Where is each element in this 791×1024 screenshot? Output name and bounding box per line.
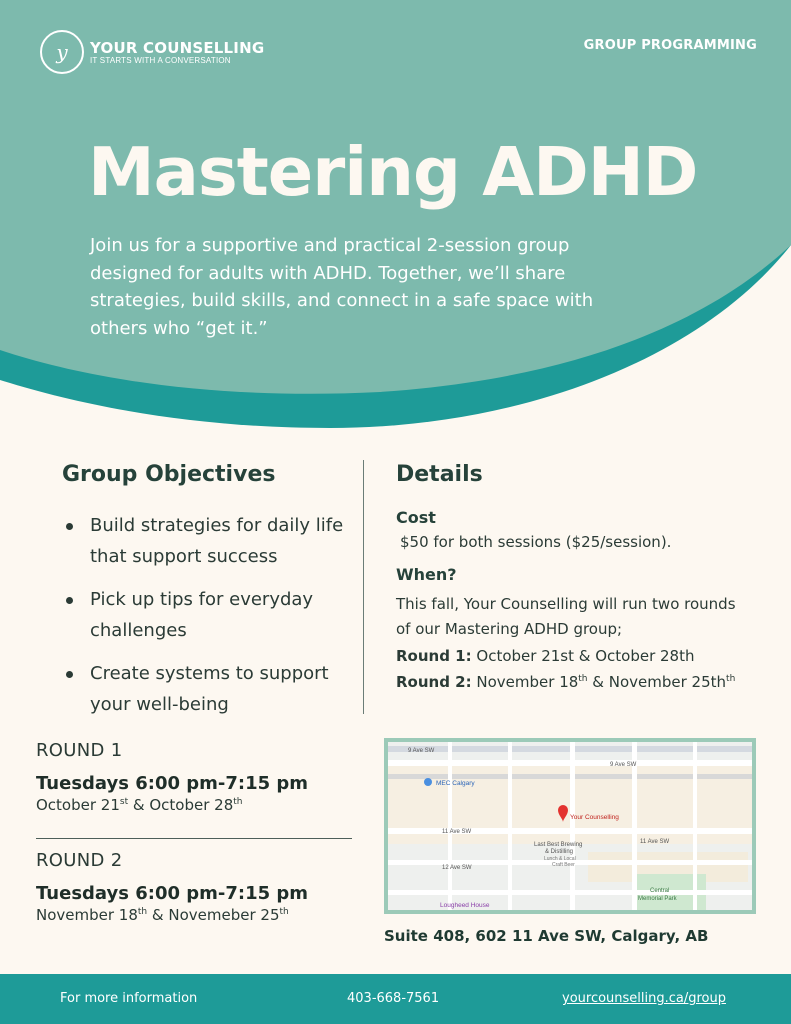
place-label: Memorial Park <box>638 896 677 902</box>
address: Suite 408, 602 11 Ave SW, Calgary, AB <box>384 927 709 945</box>
round1-label: Round 1: <box>396 647 472 665</box>
location-map[interactable] <box>384 738 756 914</box>
round-2-block <box>36 850 356 924</box>
logo-icon: y <box>40 30 84 74</box>
round2-sup-b: th <box>726 674 736 684</box>
round-time: Tuesdays 6:00 pm-7:15 pm <box>36 883 309 904</box>
place-label: Lougheed House <box>440 902 490 909</box>
round-divider <box>36 838 352 839</box>
round-time: Tuesdays 6:00 pm-7:15 pm <box>36 773 309 794</box>
list-item: Create systems to support your well-being <box>64 658 356 720</box>
header-tag: GROUP PROGRAMMING <box>583 38 757 53</box>
list-item: Build strategies for daily life that support success <box>64 510 356 572</box>
place-label: Central <box>650 888 670 894</box>
footer <box>0 974 791 1024</box>
footer-phone[interactable]: 403-668-7561 <box>347 991 440 1006</box>
page-title: Mastering ADHD <box>88 133 698 211</box>
when-text: This fall, Your Counselling will run two rounds of our Mastering ADHD group; <box>396 595 736 638</box>
footer-link[interactable]: yourcounselling.ca/group <box>562 991 727 1006</box>
mec-marker-icon <box>424 778 432 786</box>
cost-heading: Cost <box>396 508 436 527</box>
brand-name: YOUR COUNSELLING <box>90 38 265 57</box>
place-label: MEC Calgary <box>436 780 475 787</box>
round-dates: November 18th & Novemeber 25th <box>36 906 289 924</box>
objectives-heading: Group Objectives <box>62 462 276 487</box>
details-heading: Details <box>396 462 483 487</box>
column-divider <box>363 460 364 714</box>
cost-text: $50 for both sessions ($25/session). <box>400 533 672 551</box>
place-label: Craft Beer <box>552 862 575 868</box>
round2-date-a: November 18 <box>476 673 579 691</box>
place-label: Lunch & Local <box>544 856 576 862</box>
round1-line <box>396 647 776 665</box>
place-label: Last Best Brewing <box>534 842 583 848</box>
round2-line <box>396 673 776 691</box>
details-section <box>396 508 776 691</box>
street-label: 11 Ave SW <box>640 839 670 845</box>
round2-date-b: & November 25th <box>592 673 727 691</box>
street-label: 12 Ave SW <box>442 865 472 871</box>
place-label: Your Counselling <box>570 814 619 821</box>
intro-text: Join us for a supportive and practical 2-session group designed for adults with ADHD. Together, we’ll share strategies, build skills, and connect in a safe space with others who “get it.” <box>90 235 594 339</box>
brand-logo[interactable] <box>40 30 264 74</box>
map-graphic <box>388 742 752 910</box>
footer-info: For more information <box>60 991 198 1006</box>
list-item: Pick up tips for everyday challenges <box>64 584 356 646</box>
round2-sup-a: th <box>578 674 588 684</box>
round-1-block <box>36 740 356 814</box>
round-dates: October 21st & October 28th <box>36 796 243 814</box>
street-label: 9 Ave SW <box>610 762 637 768</box>
street-label: 11 Ave SW <box>442 829 472 835</box>
round-heading: ROUND 2 <box>36 850 123 871</box>
brand-tagline: IT STARTS WITH A CONVERSATION <box>90 55 231 65</box>
when-heading: When? <box>396 565 457 584</box>
round1-dates: October 21st & October 28th <box>476 647 695 665</box>
objectives-list <box>64 510 356 732</box>
place-label: & Distilling <box>545 849 574 855</box>
round2-label: Round 2: <box>396 673 472 691</box>
round-heading: ROUND 1 <box>36 740 123 761</box>
street-label: 9 Ave SW <box>408 748 435 754</box>
